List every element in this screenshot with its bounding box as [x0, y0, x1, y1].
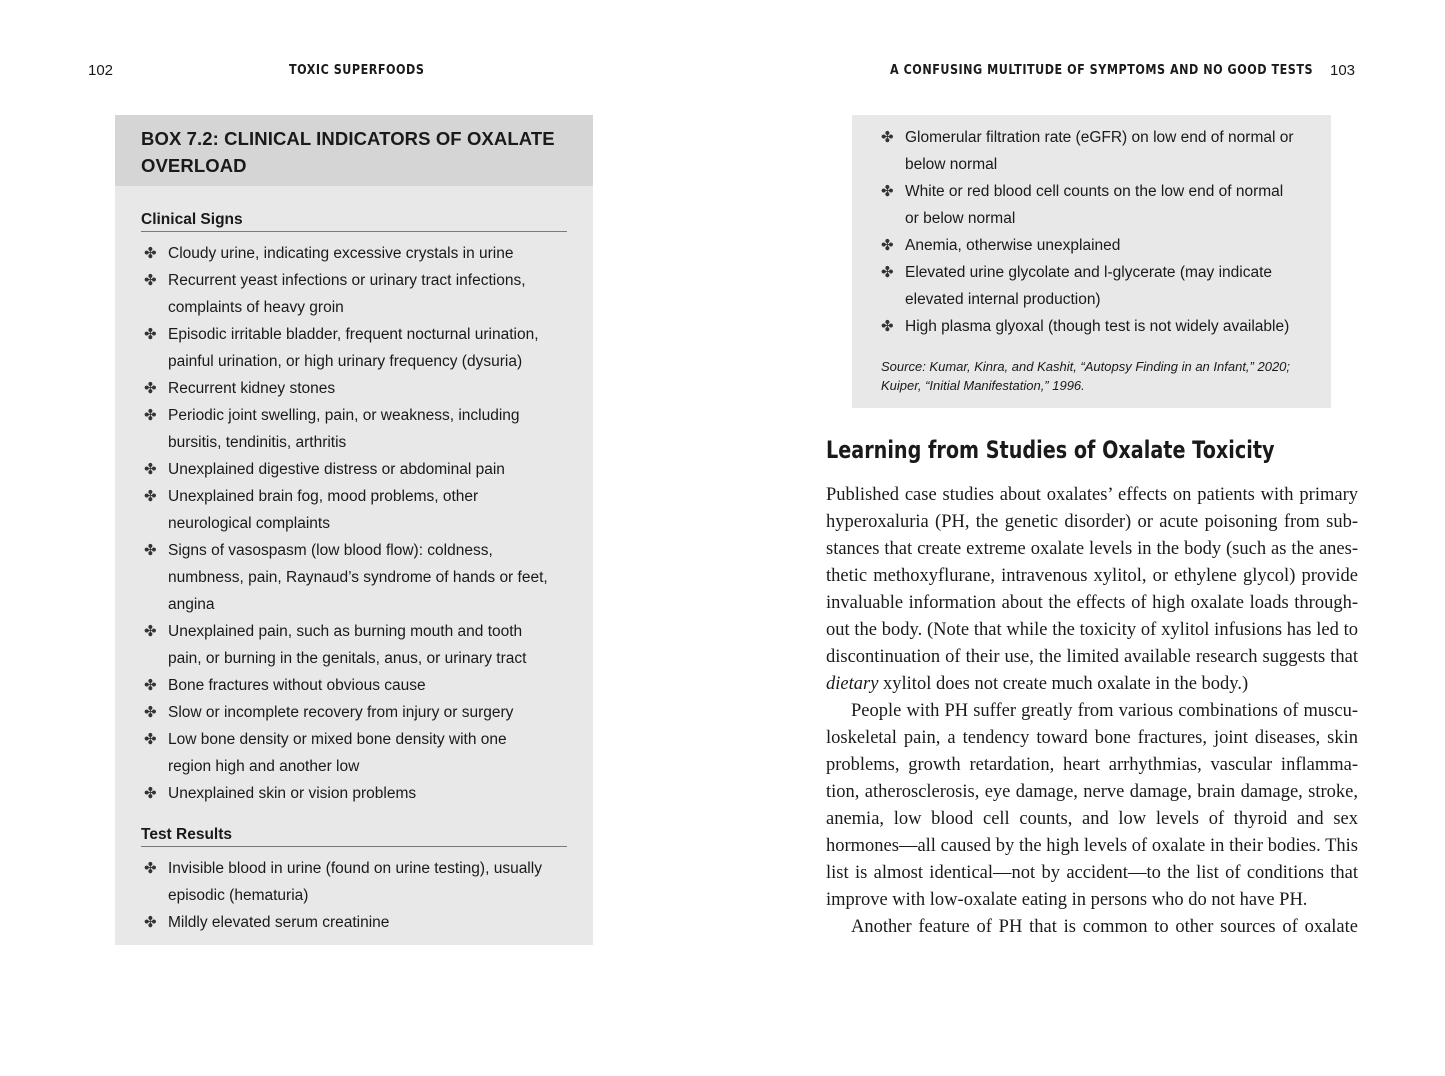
- list-item: [144, 456, 584, 483]
- list-item-line: Mildly elevated serum creatinine: [168, 914, 390, 931]
- paragraph-line: discontinuation of their use, the limited available research suggests that: [826, 647, 1358, 667]
- page-number-right: 103: [1330, 62, 1356, 79]
- paragraph-line: Published case studies about oxalates’ effects on patients with primary: [826, 485, 1358, 505]
- list-item-line: Elevated urine glycolate and l-glycerate (may indicate: [905, 264, 1273, 281]
- bullet-icon: ✤: [144, 461, 157, 478]
- paragraph-line: anemia, low blood cell counts, and low levels of thyroid and sex: [826, 809, 1358, 829]
- paragraph: [826, 482, 1358, 671]
- page-number-left: 102: [88, 62, 114, 79]
- bullet-icon: ✤: [144, 860, 157, 877]
- running-head-right: A CONFUSING MULTITUDE OF SYMPTOMS AND NO GOOD TESTS: [890, 63, 1314, 78]
- list-item-line: angina: [168, 596, 215, 613]
- list-item: [881, 124, 1326, 178]
- paragraph-line: Another feature of PH that is common to other sources of oxalate: [851, 917, 1358, 937]
- box-title-line: BOX 7.2: CLINICAL INDICATORS OF OXALATE: [141, 128, 555, 149]
- list-item-line: Unexplained brain fog, mood problems, other: [168, 488, 479, 505]
- list-item-line: painful urination, or high urinary frequency (dysuria): [168, 353, 523, 370]
- box-title: [115, 115, 593, 186]
- list-item-line: Anemia, otherwise unexplained: [905, 237, 1121, 254]
- list-item-line: below normal: [905, 156, 998, 173]
- line-text: xylitol does not create much oxalate in the body.): [878, 674, 1249, 694]
- list-item: [144, 672, 584, 699]
- list-item-line: neurological complaints: [168, 515, 330, 532]
- list-item-line: Glomerular filtration rate (eGFR) on low end of normal or: [905, 129, 1294, 146]
- list-item-line: Unexplained digestive distress or abdominal pain: [168, 461, 505, 478]
- paragraph-line: loskeletal pain, a tendency toward bone fractures, joint diseases, skin: [826, 728, 1358, 748]
- paragraph-line: improve with low-oxalate eating in persons who do not have PH.: [826, 890, 1308, 910]
- section-heading: Learning from Studies of Oxalate Toxicity: [826, 436, 1275, 464]
- bullet-icon: ✤: [881, 183, 894, 200]
- bullet-icon: ✤: [881, 264, 894, 281]
- list-item: [144, 780, 584, 807]
- paragraph-line: invaluable information about the effects of high oxalate loads through-: [826, 593, 1358, 613]
- paragraph-line: list is almost identical—not by accident—to the list of conditions that: [826, 863, 1358, 883]
- list-item: [144, 618, 584, 672]
- source-line: Kuiper, “Initial Manifestation,” 1996.: [881, 378, 1085, 393]
- list-item-line: elevated internal production): [905, 291, 1101, 308]
- continued-box: [852, 115, 1331, 408]
- list-item-line: Invisible blood in urine (found on urine testing), usually: [168, 860, 542, 877]
- list-item-line: or below normal: [905, 210, 1016, 227]
- list-item-line: region high and another low: [168, 758, 360, 775]
- list-item: [881, 178, 1326, 232]
- bullet-icon: ✤: [881, 129, 894, 146]
- clinical-signs-label: Clinical Signs: [141, 211, 567, 232]
- list-item: [144, 909, 584, 936]
- paragraph: [826, 698, 1358, 887]
- bullet-icon: ✤: [144, 407, 157, 424]
- list-item-line: Low bone density or mixed bone density with one: [168, 731, 507, 748]
- source-note: [881, 357, 1321, 395]
- paragraph-line: problems, growth retardation, heart arrhythmias, vascular inflamma-: [826, 755, 1358, 775]
- list-item-line: Signs of vasospasm (low blood flow): coldness,: [168, 542, 493, 559]
- list-item: [144, 855, 584, 909]
- list-item-line: Episodic irritable bladder, frequent nocturnal urination,: [168, 326, 539, 343]
- list-item: [144, 699, 584, 726]
- body-text: [826, 482, 1358, 941]
- list-item-line: Periodic joint swelling, pain, or weakness, including: [168, 407, 520, 424]
- list-item: [144, 375, 584, 402]
- paragraph-line: hormones—all caused by the high levels of oxalate in their bodies. This: [826, 836, 1358, 856]
- bullet-icon: ✤: [144, 785, 157, 802]
- sidebar-box: [115, 115, 593, 945]
- bullet-icon: ✤: [144, 704, 157, 721]
- list-item: [144, 240, 584, 267]
- list-item: [144, 537, 584, 618]
- italic-word: dietary: [826, 674, 879, 694]
- list-item-line: Unexplained skin or vision problems: [168, 785, 417, 802]
- paragraph-line: stances that create extreme oxalate levels in the body (such as the anes-: [826, 539, 1358, 559]
- list-item: [881, 313, 1326, 340]
- paragraph-line: out the body. (Note that while the toxicity of xylitol infusions has led to: [826, 620, 1358, 640]
- paragraph-line: tion, atherosclerosis, eye damage, nerve damage, brain damage, stroke,: [826, 782, 1358, 802]
- list-item-line: White or red blood cell counts on the low end of normal: [905, 183, 1284, 200]
- bullet-icon: ✤: [144, 677, 157, 694]
- list-item: [881, 232, 1326, 259]
- paragraph-line: hyperoxaluria (PH, the genetic disorder) or acute poisoning from sub-: [826, 512, 1358, 532]
- bullet-icon: ✤: [144, 380, 157, 397]
- list-item: [144, 321, 584, 375]
- bullet-icon: ✤: [144, 623, 157, 640]
- paragraph-line: thetic methoxyflurane, intravenous xylitol, or ethylene glycol) provide: [826, 566, 1358, 586]
- list-item: [144, 267, 584, 321]
- bullet-icon: ✤: [144, 245, 157, 262]
- list-item-line: numbness, pain, Raynaud’s syndrome of hands or feet,: [168, 569, 548, 586]
- clinical-signs-list: [144, 240, 584, 807]
- list-item-line: Unexplained pain, such as burning mouth and tooth: [168, 623, 523, 640]
- list-item-line: Bone fractures without obvious cause: [168, 677, 426, 694]
- test-results-list: [144, 855, 584, 936]
- bullet-icon: ✤: [144, 731, 157, 748]
- list-item-line: bursitis, tendinitis, arthritis: [168, 434, 347, 451]
- bullet-icon: ✤: [144, 542, 157, 559]
- paragraph: [826, 914, 1358, 941]
- box-title-line: OVERLOAD: [141, 155, 247, 176]
- bullet-icon: ✤: [881, 237, 894, 254]
- test-results-label: Test Results: [141, 826, 567, 847]
- list-item: [144, 402, 584, 456]
- continued-test-list: [881, 124, 1326, 340]
- list-item-line: pain, or burning in the genitals, anus, or urinary tract: [168, 650, 527, 667]
- paragraph-line: People with PH suffer greatly from various combinations of muscu-: [851, 701, 1358, 721]
- list-item-line: complaints of heavy groin: [168, 299, 344, 316]
- list-item: [144, 483, 584, 537]
- bullet-icon: ✤: [144, 326, 157, 343]
- list-item-line: High plasma glyoxal (though test is not widely available): [905, 318, 1290, 335]
- paragraph-line: [826, 671, 1358, 698]
- running-head-left: TOXIC SUPERFOODS: [289, 63, 425, 78]
- bullet-icon: ✤: [144, 488, 157, 505]
- bullet-icon: ✤: [144, 914, 157, 931]
- list-item-line: Slow or incomplete recovery from injury or surgery: [168, 704, 514, 721]
- list-item-line: Recurrent yeast infections or urinary tract infections,: [168, 272, 526, 289]
- list-item-line: episodic (hematuria): [168, 887, 309, 904]
- list-item-line: Cloudy urine, indicating excessive crystals in urine: [168, 245, 514, 262]
- bullet-icon: ✤: [144, 272, 157, 289]
- list-item-line: Recurrent kidney stones: [168, 380, 336, 397]
- bullet-icon: ✤: [881, 318, 894, 335]
- source-line: Source: Kumar, Kinra, and Kashit, “Autopsy Finding in an Infant,” 2020;: [881, 359, 1291, 374]
- list-item: [881, 259, 1326, 313]
- list-item: [144, 726, 584, 780]
